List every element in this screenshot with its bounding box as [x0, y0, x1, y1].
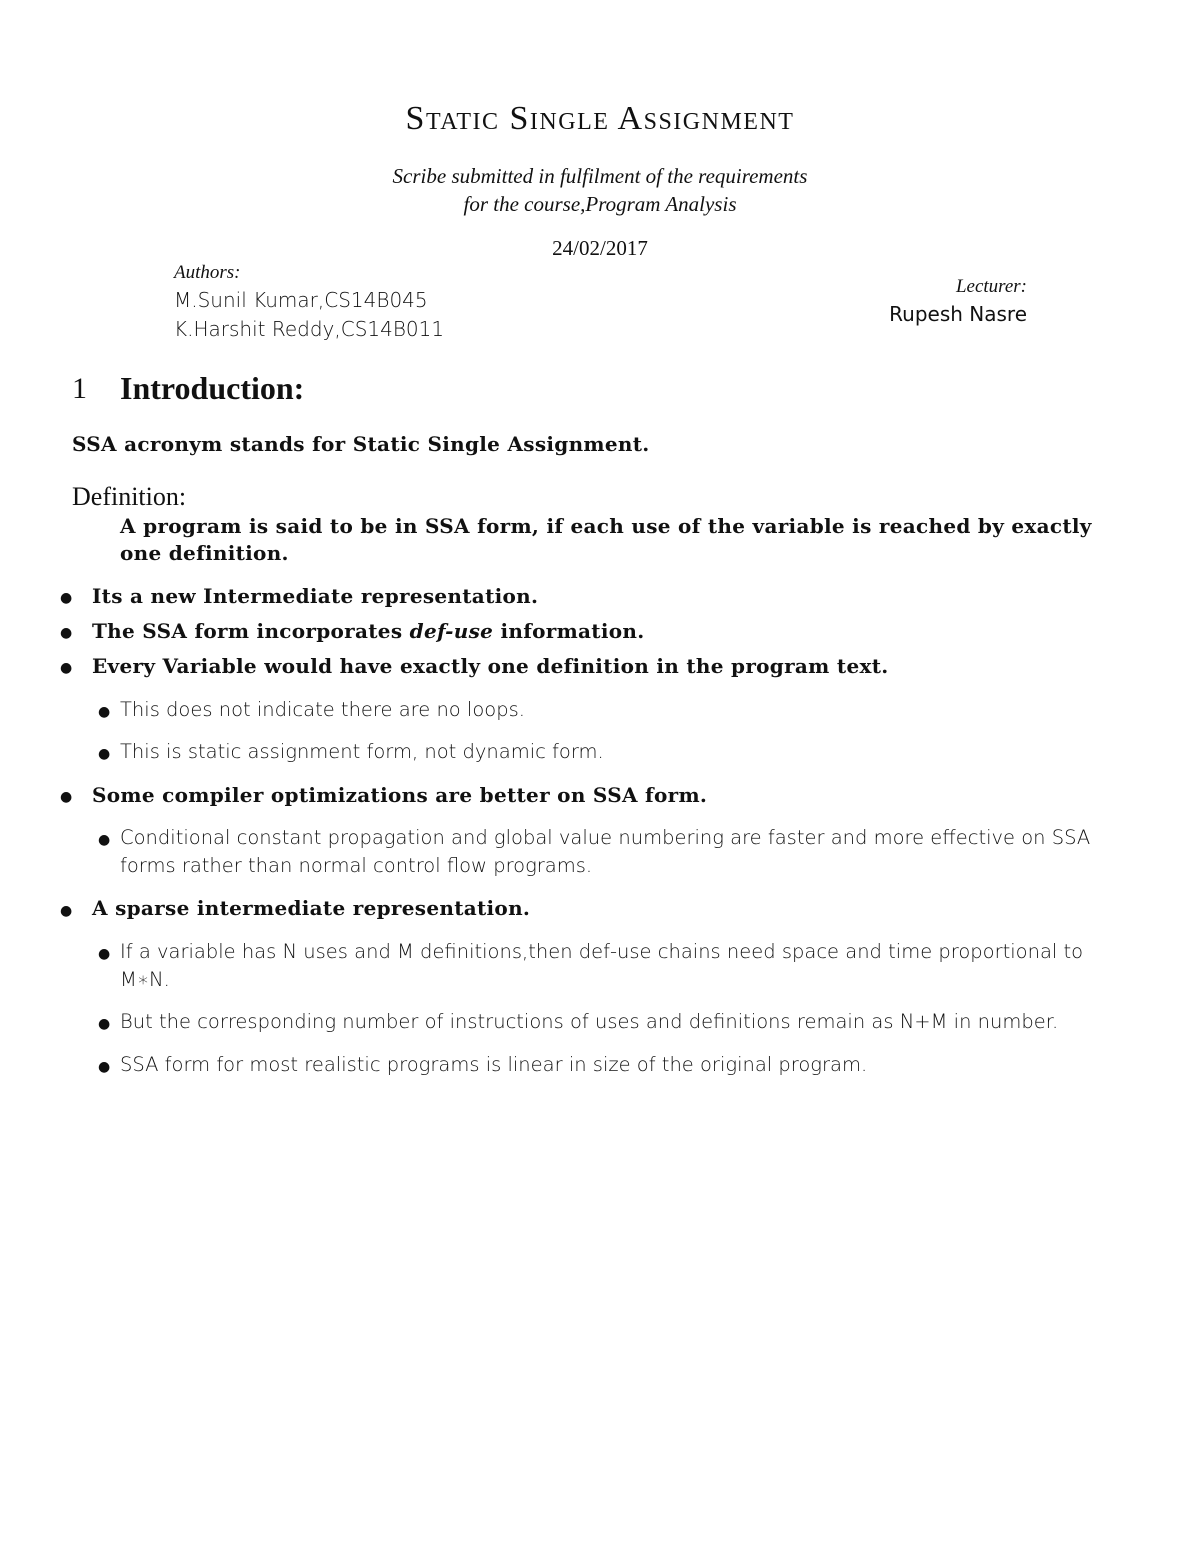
bullet-item-2-pre: The SSA form incorporates — [92, 619, 410, 643]
section-title: Introduction: — [120, 370, 305, 406]
sub-bullet-3-2: This is static assignment form, not dynamic form. — [120, 740, 604, 763]
subtitle-line-2: for the course,Program Analysis — [463, 192, 737, 216]
bullet-item-2 — [92, 619, 644, 643]
lecturer-label: Lecturer: — [955, 276, 1027, 297]
sub-bullet-dot: ● — [98, 832, 111, 848]
subtitle-line-1: Scribe submitted in fulfilment of the requirements — [392, 164, 808, 188]
authors-label: Authors: — [174, 262, 241, 283]
document-date: 24/02/2017 — [552, 236, 648, 260]
bullet-dot: ● — [60, 903, 73, 919]
bullet-dot: ● — [60, 590, 73, 606]
sub-bullet-dot: ● — [98, 746, 111, 762]
intro-paragraph: SSA acronym stands for Static Single Assignment. — [72, 432, 650, 456]
sub-bullet-dot: ● — [98, 1016, 111, 1032]
sub-bullet-5-1: If a variable has N uses and M definitions,then def-use chains need space and time proportional to M∗N. — [120, 940, 1084, 991]
section-number: 1 — [72, 372, 87, 405]
bullet-item-2-emphasis: def-use — [409, 619, 494, 643]
bullet-item-3: Every Variable would have exactly one definition in the program text. — [92, 654, 889, 678]
sub-bullet-5-2: But the corresponding number of instructions of uses and definitions remain as N+M in number. — [120, 1010, 1059, 1033]
sub-bullet-dot: ● — [98, 946, 111, 962]
bullet-item-4: Some compiler optimizations are better on SSA form. — [92, 783, 708, 807]
document-title: Static Single Assignment — [405, 100, 795, 137]
lecturer-name: Rupesh Nasre — [889, 302, 1027, 326]
sub-bullet-dot: ● — [98, 704, 111, 720]
bullet-dot: ● — [60, 789, 73, 805]
bullet-item-2-post: information. — [493, 619, 645, 643]
bullet-dot: ● — [60, 625, 73, 641]
author-2: K.Harshit Reddy,CS14B011 — [174, 317, 445, 341]
sub-bullet-4-1: Conditional constant propagation and global value numbering are faster and more effective on SSA forms rather than normal control flow programs. — [120, 826, 1091, 877]
bullet-dot: ● — [60, 660, 73, 676]
bullet-item-5: A sparse intermediate representation. — [92, 896, 531, 920]
sub-bullet-5-3: SSA form for most realistic programs is linear in size of the original program. — [120, 1053, 868, 1076]
definition-text: A program is said to be in SSA form, if each use of the variable is reached by exactly one definition. — [120, 514, 1092, 565]
author-1: M.Sunil Kumar,CS14B045 — [174, 288, 428, 312]
bullet-item-1: Its a new Intermediate representation. — [92, 584, 539, 608]
sub-bullet-3-1: This does not indicate there are no loops. — [120, 698, 525, 721]
sub-bullet-dot: ● — [98, 1059, 111, 1075]
definition-label: Definition: — [72, 482, 187, 511]
